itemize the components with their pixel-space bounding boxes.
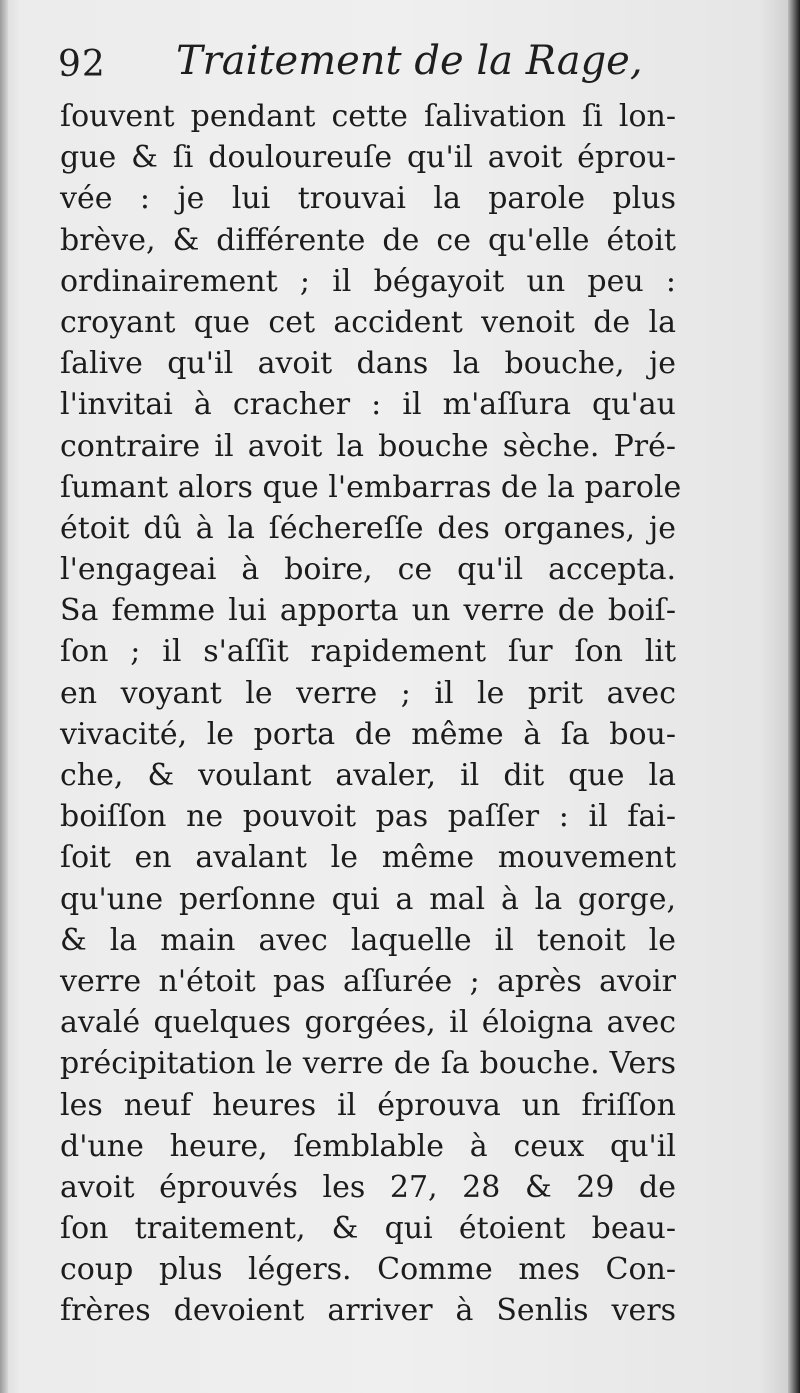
text-line: étoit dû à la ſéchereſſe des organes, je <box>60 510 676 546</box>
text-line: ſumant alors que l'embarras de la parole <box>60 469 682 505</box>
text-line: croyant que cet accident venoit de la <box>60 304 676 340</box>
page-gutter-shadow <box>788 0 800 1393</box>
text-line: contraire il avoit la bouche sèche. Pré- <box>60 428 676 464</box>
text-line: l'invitai à cracher : il m'aſſura qu'au <box>60 387 676 423</box>
text-line: qu'une perſonne qui a mal à la gorge, <box>60 881 676 917</box>
running-title: Traitement de la Rage, <box>176 38 643 84</box>
text-line: en voyant le verre ; il le prit avec <box>60 675 676 711</box>
text-line: verre n'étoit pas aſſurée ; après avoir <box>60 963 676 999</box>
text-line: gue & ſi douloureuſe qu'il avoit éprou- <box>60 140 676 176</box>
text-line: précipitation le verre de ſa bouche. Vers <box>60 1046 676 1082</box>
text-line: frères devoient arriver à Senlis vers <box>60 1293 676 1329</box>
text-line: l'engageai à boire, ce qu'il accepta. <box>60 552 676 588</box>
page-left-edge <box>0 0 8 1393</box>
body-text <box>60 96 682 1332</box>
text-line: coup plus légers. Comme mes Con- <box>60 1252 676 1288</box>
text-line: d'une heure, ſemblable à ceux qu'il <box>60 1128 676 1164</box>
text-line: avalé quelques gorgées, il éloigna avec <box>60 1005 676 1041</box>
text-line: & la main avec laquelle il tenoit le <box>60 922 676 958</box>
page-header <box>58 38 643 98</box>
text-line: les neuf heures il éprouva un friſſon <box>60 1087 676 1123</box>
text-line: ſon ; il s'aſſit rapidement ſur ſon lit <box>60 634 676 670</box>
text-line: ſalive qu'il avoit dans la bouche, je <box>60 346 676 382</box>
text-line: ſoit en avalant le même mouvement <box>60 840 676 876</box>
text-line: Sa femme lui apporta un verre de boiſ- <box>60 593 676 629</box>
text-line: avoit éprouvés les 27, 28 & 29 de <box>60 1169 676 1205</box>
text-line: vivacité, le porta de même à ſa bou- <box>60 716 676 752</box>
text-line: brève, & différente de ce qu'elle étoit <box>60 222 676 258</box>
text-line: boiſſon ne pouvoit pas paſſer : il fai- <box>60 799 676 835</box>
text-line: vée : je lui trouvai la parole plus <box>60 181 676 217</box>
text-line: ordinairement ; il bégayoit un peu : <box>60 263 676 299</box>
page-number: 92 <box>58 44 106 85</box>
text-line: che, & voulant avaler, il dit que la <box>60 758 676 793</box>
text-line: ſouvent pendant cette ſalivation ſi lon- <box>60 99 676 134</box>
text-line: ſon traitement, & qui étoient beau- <box>60 1211 676 1247</box>
